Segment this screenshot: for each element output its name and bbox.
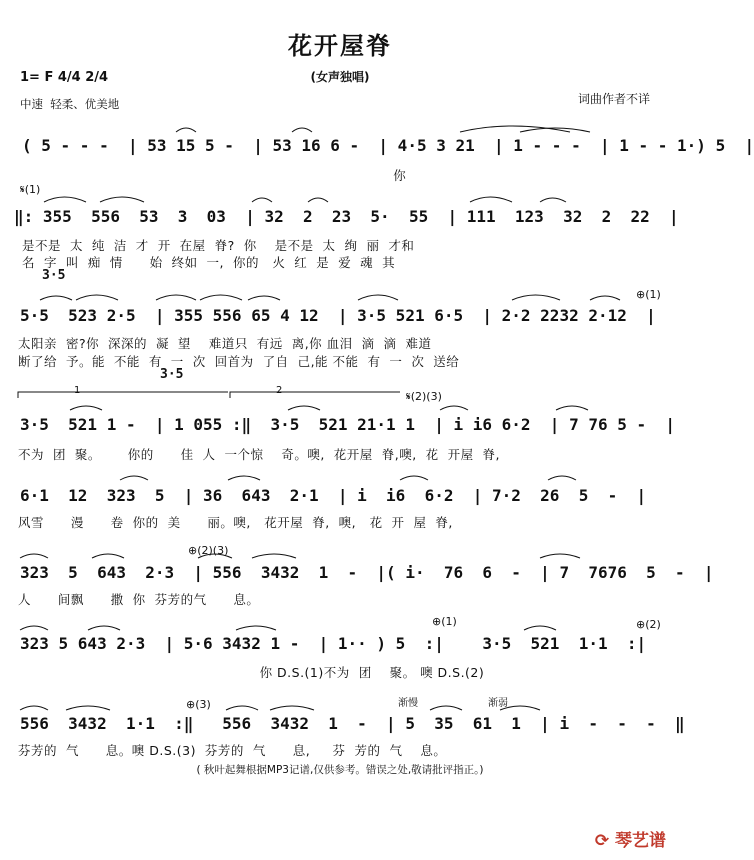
slur <box>524 626 556 630</box>
key-label: 1= F <box>20 70 54 85</box>
lyric-row-3b: 断了给 予。能 不能 有 一 次 回首为 了自 己,能 不能 有 一 次 送给 <box>18 354 460 369</box>
slur <box>76 295 118 300</box>
slur <box>540 198 566 202</box>
logo-icon: ⟳ <box>594 831 610 851</box>
slur <box>288 406 320 410</box>
slur <box>248 296 280 300</box>
volta-1-label: 1 <box>74 385 81 396</box>
slur <box>308 198 328 202</box>
slur <box>252 554 296 558</box>
music-row-5: 6·1 12 323 5 | 36 643 2·1 | i i6 6·2 | 7·2 26 5 - | <box>20 486 647 505</box>
slur <box>40 296 72 300</box>
slur <box>92 554 124 558</box>
slur <box>66 706 110 710</box>
slur <box>460 126 570 132</box>
slur <box>400 476 428 480</box>
composer-credit: 词曲作者不详 <box>577 92 650 106</box>
coda-mark-1: ⊕(1) <box>636 288 661 301</box>
music-row-3: 5·5 523 2·5 | 355 556 65 4 12 | 3·5 521 6·5 | 2·2 2232 2·12 | <box>20 306 656 325</box>
segno-mark-23: 𝄋(2)(3) <box>406 390 442 403</box>
volta-1-bracket <box>18 392 228 398</box>
slur <box>236 626 276 630</box>
slur <box>20 554 48 558</box>
slur <box>512 295 560 300</box>
coda-mark-23: ⊕(2)(3) <box>188 544 229 557</box>
music-row-2: ‖: 355 556 53 3 03 | 32 2 23 5· 55 | 111 123 32 2 22 | <box>14 207 679 226</box>
chord-mark-1: 3·5 <box>42 268 66 283</box>
lyric-row-2b: 名 字 叫 痴 情 始 终如 一, 你的 火 红 是 爱 魂 其 <box>22 255 396 270</box>
music-row-7: 323 5 643 2·3 | 5·6 3432 1 - | 1·· ) 5 :| 3·5 521 1·1 :| <box>20 634 647 653</box>
lyric-row-8a: 芬芳的 气 息。噢 D.S.(3) 芬芳的 气 息, 芬 芳的 气 息。 <box>18 743 447 758</box>
tempo-marking: 中速 轻柔、优美地 <box>20 97 120 111</box>
lyric-row-6a: 人 间飘 撒 你 芬芳的气 息。 <box>18 592 260 607</box>
slur <box>470 197 512 202</box>
key-signature <box>20 70 108 85</box>
song-subtitle: (女声独唱) <box>310 70 370 84</box>
slur <box>176 128 196 132</box>
coda-mark-3: ⊕(3) <box>186 698 211 711</box>
slur <box>156 295 196 300</box>
slur <box>120 476 148 480</box>
slur <box>440 406 468 410</box>
slur <box>540 554 580 558</box>
coda-mark-2: ⊕(2) <box>636 618 661 631</box>
site-logo <box>595 826 666 851</box>
slur <box>430 706 462 710</box>
lyric-row-5a: 风雪 漫 卷 你的 美 丽。噢, 花开屋 脊, 噢, 花 开 屋 脊, <box>18 515 453 530</box>
music-row-8: 556 3432 1·1 :‖ 556 3432 1 - | 5 35 61 1 | i - - - ‖ <box>20 714 685 733</box>
gradual-weak: 渐弱 <box>488 698 508 709</box>
slur <box>226 706 258 710</box>
lyric-row-4a: 不为 团 聚。 你的 佳 人 一个惊 奇。噢, 花开屋 脊,噢, 花 开屋 脊, <box>18 447 500 462</box>
slur <box>200 295 242 300</box>
slur <box>252 198 272 202</box>
coda-mark-1b: ⊕(1) <box>432 615 457 628</box>
lyric-row-1b: 你 <box>22 168 407 183</box>
music-row-6: 323 5 643 2·3 | 556 3432 1 - |( i· 76 6 - | 7 7676 5 - | <box>20 563 714 582</box>
slur <box>20 706 48 710</box>
music-row-1: ( 5 - - - | 53 15 5 - | 53 16 6 - | 4·5 3 21 | 1 - - - | 1 - - 1·) 5 | <box>22 136 754 155</box>
song-title: 花开屋脊 <box>288 32 392 60</box>
chord-mark-2: 3·5 <box>160 367 184 382</box>
slur <box>100 197 144 202</box>
slur <box>270 706 314 710</box>
time-signature: 4/4 2/4 <box>57 70 109 85</box>
slur <box>44 197 86 202</box>
gradual-slow: 渐慢 <box>398 698 418 709</box>
slur <box>228 476 260 480</box>
lyric-row-3a: 太阳亲 密?你 深深的 凝 望 难道只 有远 离,你 血泪 滴 滴 难道 <box>18 336 432 351</box>
slur <box>20 626 48 630</box>
lyric-row-7a: 你 D.S.(1)不为 团 聚。 噢 D.S.(2) <box>18 665 485 680</box>
volta-2-label: 2 <box>276 385 283 396</box>
slur <box>548 476 576 480</box>
slur <box>520 128 590 132</box>
slur <box>556 406 588 410</box>
volta-2-bracket <box>230 392 400 398</box>
footnote: ( 秋叶起舞根据MP3记谱,仅供参考。错误之处,敬请批评指正。) <box>196 764 484 776</box>
segno-mark-1: 𝄋(1) <box>20 183 41 196</box>
logo-text: 琴艺谱 <box>615 831 666 851</box>
lyric-row-2a: 是不是 太 纯 洁 才 开 在屋 脊? 你 是不是 太 绚 丽 才和 <box>22 238 415 253</box>
slur <box>358 295 398 300</box>
slur <box>88 626 120 630</box>
music-row-4: 3·5 521 1 - | 1 055 :‖ 3·5 521 21·1 1 | i i6 6·2 | 7 76 5 - | <box>20 415 676 434</box>
slur <box>70 406 102 410</box>
slur <box>590 296 620 300</box>
slur <box>292 128 312 132</box>
